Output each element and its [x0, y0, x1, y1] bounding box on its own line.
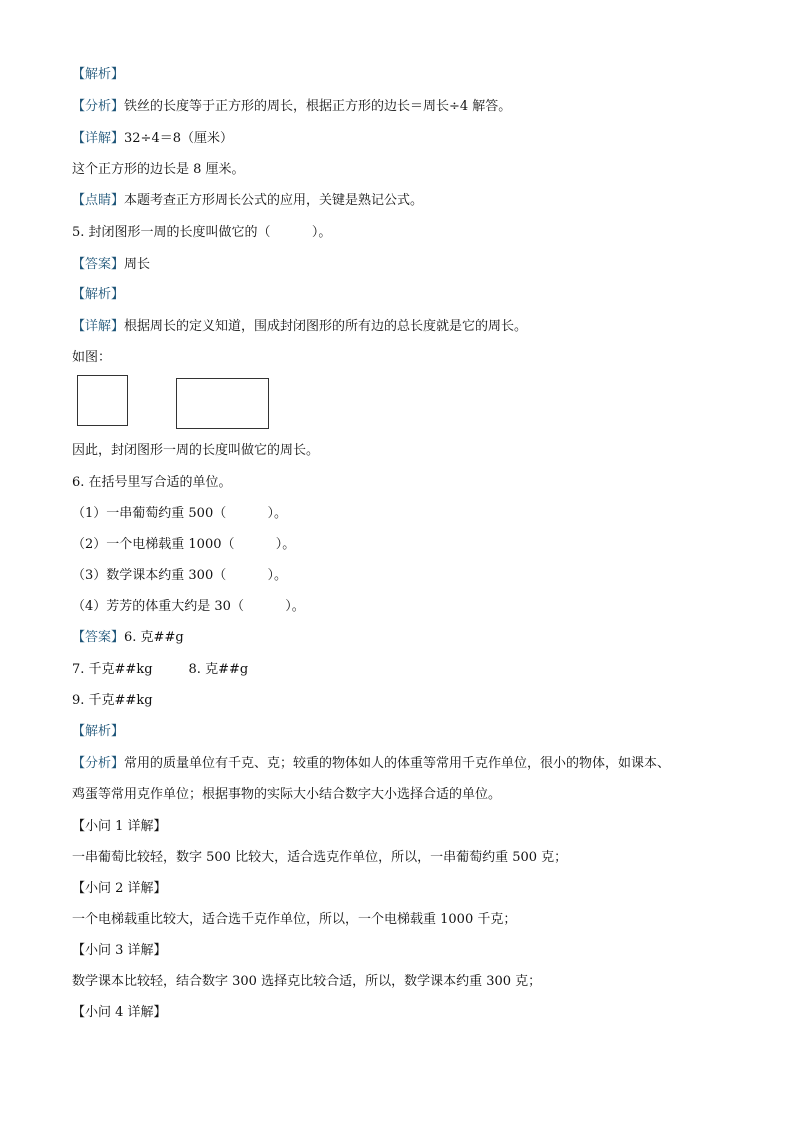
answer-9: 9. 千克##kg [72, 693, 153, 708]
sub-question-3-heading: 【小问 3 详解】 [72, 943, 167, 958]
analysis-heading-6: 【解析】 [72, 724, 125, 739]
question-6-part-2: （2）一个电梯载重 1000（ ）。 [72, 537, 296, 552]
analysis-paragraph: 【分析】铁丝的长度等于正方形的周长，根据正方形的边长＝周长÷4 解答。 [72, 99, 512, 114]
sub-question-2-detail: 一个电梯载重比较大，适合选千克作单位，所以，一个电梯载重 1000 千克； [72, 912, 517, 927]
comment-paragraph: 【点睛】本题考查正方形周长公式的应用，关键是熟记公式。 [72, 193, 424, 208]
answers-7-8: 7. 千克##kg 8. 克##g [72, 662, 249, 677]
rectangle-figure [176, 378, 269, 429]
question-5: 5. 封闭图形一周的长度叫做它的（ ）。 [72, 225, 332, 240]
square-figure [77, 375, 128, 426]
analysis-paragraph-6-continued: 鸡蛋等常用克作单位；根据事物的实际大小结合数字大小选择合适的单位。 [72, 787, 502, 802]
figure-intro: 如图： [72, 350, 112, 365]
sub-question-4-heading: 【小问 4 详解】 [72, 1005, 167, 1020]
sub-question-2-heading: 【小问 2 详解】 [72, 881, 167, 896]
detail-conclusion: 这个正方形的边长是 8 厘米。 [72, 162, 245, 177]
conclusion-5: 因此，封闭图形一周的长度叫做它的周长。 [72, 443, 320, 458]
sub-question-3-detail: 数学课本比较轻，结合数字 300 选择克比较合适，所以，数学课本约重 300 克； [72, 974, 542, 989]
analysis-heading-5: 【解析】 [72, 287, 125, 302]
answer-5: 【答案】周长 [72, 257, 151, 272]
sub-question-1-detail: 一串葡萄比较轻，数字 500 比较大，适合选克作单位，所以，一串葡萄约重 500 克； [72, 850, 568, 865]
question-6-part-3: （3）数学课本约重 300（ ）。 [72, 568, 288, 583]
analysis-paragraph-6: 【分析】常用的质量单位有千克、克；较重的物体如人的体重等常用千克作单位，很小的物体，如课本、 [72, 756, 671, 771]
analysis-heading: 【解析】 [72, 67, 125, 82]
detail-calculation: 【详解】32÷4＝8（厘米） [72, 131, 233, 146]
sub-question-1-heading: 【小问 1 详解】 [72, 819, 167, 834]
answer-6: 【答案】6. 克##g [72, 630, 184, 645]
detail-paragraph-5: 【详解】根据周长的定义知道，围成封闭图形的所有边的总长度就是它的周长。 [72, 319, 528, 334]
question-6-part-1: （1）一串葡萄约重 500（ ）。 [72, 506, 288, 521]
question-6-part-4: （4）芳芳的体重大约是 30（ ）。 [72, 599, 305, 614]
question-6: 6. 在括号里写合适的单位。 [72, 475, 232, 490]
